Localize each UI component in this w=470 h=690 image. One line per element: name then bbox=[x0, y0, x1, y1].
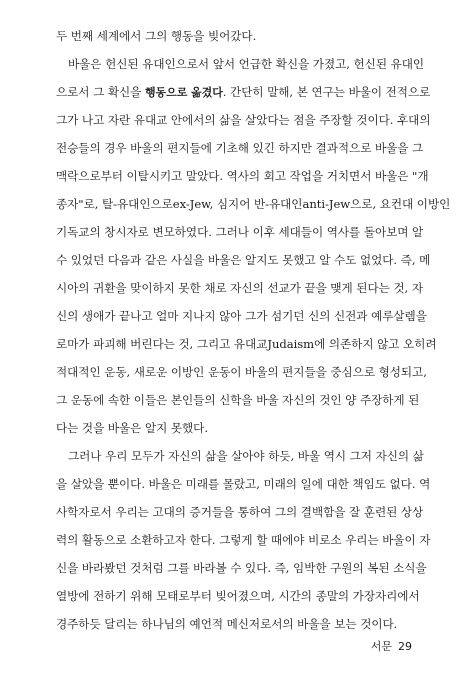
text-span: 으로서 그 확신을 bbox=[56, 85, 145, 99]
text-line: 두 번째 세계에서 그의 행동을 빚어갔다. bbox=[56, 29, 257, 43]
text-line: 력의 활동으로 소환하고자 한다. 그렇게 할 때에야 비로소 우리는 바울이 자 bbox=[56, 533, 431, 547]
text-line: 그러나 우리 모두가 자신의 삶을 살아야 하듯, 바울 역시 그저 자신의 삶 bbox=[68, 449, 424, 463]
text-line: 시아의 귀환을 맞이하지 못한 채로 자신의 선교가 끝을 맺게 된다는 것, 자 bbox=[56, 281, 423, 295]
emphasis-text: 행동으로 옮겼다 bbox=[144, 86, 223, 99]
page-body bbox=[56, 22, 451, 638]
text-line: 바울은 헌신된 유대인으로서 앞서 언급한 확신을 가졌고, 헌신된 유대인 bbox=[68, 57, 425, 71]
text-line: 기독교의 창시자로 변모하였다. 그러나 이후 세대들이 역사를 돌아보며 알 bbox=[56, 225, 424, 239]
text-line: 적대적인 운동, 새로운 이방인 운동이 바울의 편지들을 중심으로 형성되고, bbox=[56, 365, 427, 379]
text-line: 경주하듯 달리는 하나님의 예언적 메신저로서의 바울을 보는 것이다. bbox=[56, 617, 398, 631]
text-line: 다는 것을 바울은 알지 못했다. bbox=[56, 421, 208, 435]
text-line: 열방에 전하기 위해 모태로부터 빚어졌으며, 시간의 종말의 가장자리에서 bbox=[56, 589, 420, 603]
text-line: 전승들의 경우 바울의 편지들에 기초해 있긴 하지만 결과적으로 바울을 그 bbox=[56, 141, 424, 155]
text-line: 그가 나고 자란 유대교 안에서의 삶을 살았다는 점을 주장할 것이다. 후대의 bbox=[56, 113, 431, 127]
text-line: 맥락으로부터 이탈시키고 말았다. 역사의 회고 작업을 거치면서 바울은 "개 bbox=[56, 169, 429, 183]
text-line: 종자"로, 탈-유대인으로ex-Jew, 심지어 반-유대인anti-Jew으로, 요컨대 이방인 bbox=[56, 197, 451, 211]
page-footer bbox=[371, 638, 412, 654]
text-line: 수 있었던 다음과 같은 사실을 바울은 알지도 못했고 알 수도 없었다. 즉, 메 bbox=[56, 253, 431, 267]
section-label: 서문 bbox=[370, 640, 392, 653]
text-line: 신을 바라봤던 것처럼 그를 바라볼 수 있다. 즉, 임박한 구원의 복된 소식을 bbox=[56, 561, 427, 575]
text-line: 을 살았을 뿐이다. 바울은 미래를 몰랐고, 미래의 일에 대한 책임도 없다. 역 bbox=[56, 477, 431, 491]
text-line: 로마가 파괴해 버린다는 것, 그리고 유대교Judaism에 의존하지 않고 오히려 bbox=[56, 337, 437, 351]
text-line: 사학자로서 우리는 고대의 증거들을 통하여 그의 결백함을 잘 훈련된 상상 bbox=[56, 505, 424, 519]
text-line: 신의 생애가 끝나고 얼마 지나지 않아 그가 섬기던 신의 신전과 예루살렘을 bbox=[56, 309, 427, 323]
page-number: 29 bbox=[398, 640, 412, 653]
text-span: . 간단히 말해, 본 연구는 바울이 전적으로 bbox=[222, 85, 431, 99]
text-line: 그 운동에 속한 이들은 본인들의 신학을 바울 자신의 것인 양 주장하게 된 bbox=[56, 393, 420, 407]
text-line bbox=[56, 78, 431, 106]
